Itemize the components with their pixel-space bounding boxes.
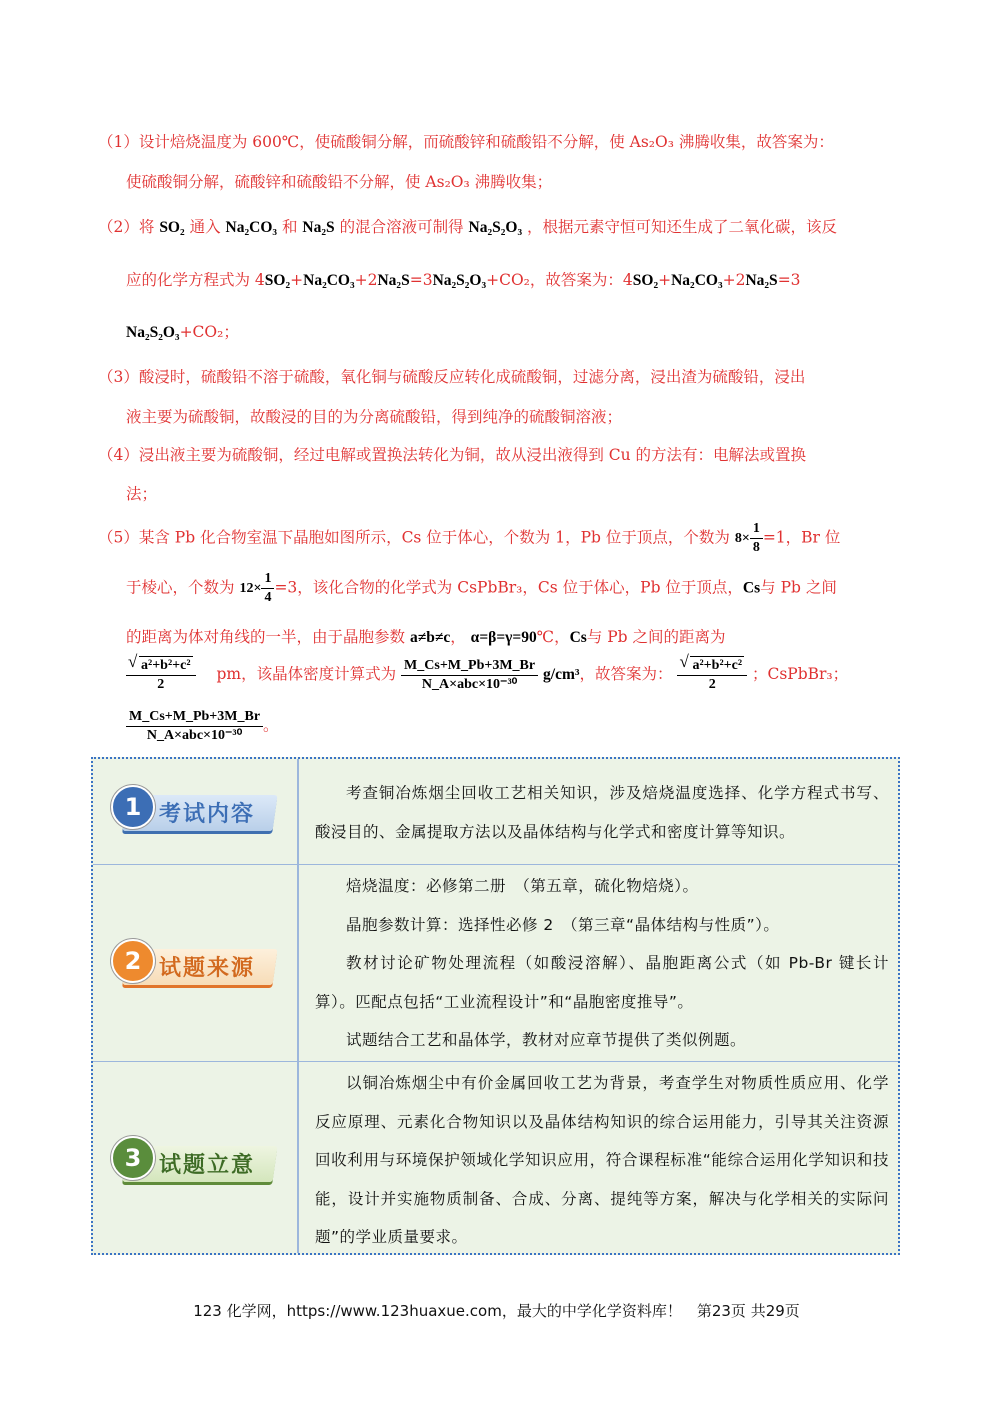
text: 的距离为体对角线的一半，由于晶胞参数	[126, 628, 406, 646]
text: =3，该化合物的化学式为 CsPbBr₃，Cs 位于体心，Pb 位于顶点，	[274, 578, 743, 597]
analysis-table	[91, 757, 900, 1255]
row-text	[315, 774, 889, 851]
formula-angles: α=β=γ=90	[470, 629, 537, 646]
badge-label: 考试内容	[159, 802, 256, 827]
frac-num: 1	[261, 570, 274, 589]
answer-2-line-1	[98, 215, 837, 237]
text: 的混合溶液可制得	[339, 218, 464, 236]
badge-label: 试题立意	[159, 1153, 256, 1178]
badge-number: 1	[111, 785, 155, 829]
formula-cs: Cs	[569, 629, 587, 646]
eq-plus: +	[290, 271, 304, 289]
pb-count-formula	[735, 520, 763, 557]
density-num: M_Cs+M_Pb+3M_Br	[126, 708, 263, 727]
eq-na2s: Na₂S	[377, 272, 410, 289]
eq-na2co3: Na₂CO₃	[303, 272, 355, 289]
pb-count-prefix: 8×	[734, 530, 750, 546]
eq-na2s2o3: Na₂S₂O₃	[432, 272, 487, 289]
text: ；CsPbBr₃；	[751, 665, 849, 683]
answer-2-line-2	[126, 268, 801, 290]
formula-na2co3: Na₂CO₃	[225, 219, 278, 236]
badge-source	[111, 935, 281, 991]
answer-4-line-1: （4）浸出液主要为硫酸铜，经过电解或置换法转化为铜，故从浸出液得到 Cu 的方法有：电解法或置换	[98, 446, 807, 464]
ans-na2co3: Na₂CO₃	[671, 272, 723, 289]
row-text	[315, 1064, 889, 1257]
table-row-intent	[93, 1061, 898, 1254]
text: 。	[263, 716, 279, 735]
ans-plus2: +2	[722, 271, 746, 289]
text: ，根据元素守恒可知还生成了二氧化碳，该反	[527, 218, 838, 236]
frac-den: 8	[752, 540, 760, 555]
answer-3-line-1: （3）酸浸时，硫酸铅不溶于硫酸，氧化铜与硫酸反应转化成硫酸铜，过滤分离，浸出渣为硫酸铅，浸出	[98, 368, 806, 386]
text: ，	[450, 628, 466, 646]
answer-1-line-1: （1）设计焙烧温度为 600℃，使硫酸铜分解，而硫酸锌和硫酸铅不分解，使 As₂O₃ 沸腾收集，故答案为：	[98, 133, 834, 151]
text: 和	[281, 218, 298, 236]
formula-na2s: Na₂S	[302, 219, 335, 236]
eq-co2: +CO₂	[486, 271, 530, 289]
answer-2-line-3	[126, 320, 239, 342]
text: 与 Pb 之间的距离为	[586, 628, 726, 646]
ans-co2: +CO₂；	[179, 323, 239, 341]
badge-label: 试题来源	[159, 956, 256, 981]
ans-na2s: Na₂S	[745, 272, 778, 289]
br-count-prefix: 12×	[239, 580, 262, 596]
badge-intent	[111, 1132, 281, 1188]
text: 于棱心，个数为	[126, 578, 235, 597]
paragraph: 焙烧温度：必修第二册 （第五章，硫化物焙烧）。	[346, 877, 699, 895]
sqrt-expr: √ a²+b²+c²	[139, 656, 193, 675]
text: ℃，	[536, 628, 570, 646]
frac-num: 1	[750, 520, 763, 539]
formula-na2s2o3: Na₂S₂O₃	[468, 219, 523, 236]
distance-den: 2	[708, 677, 716, 692]
answer-5-line-5	[126, 708, 279, 745]
text: （2）将	[98, 218, 155, 236]
eq-eq3: =3	[409, 271, 433, 289]
formula-so2: SO₂	[159, 219, 185, 236]
eq-so2: SO₂	[264, 272, 291, 289]
badge-exam-content	[111, 781, 281, 837]
frac-1-8	[750, 520, 763, 557]
ans-na2s2o3: Na₂S₂O₃	[126, 324, 180, 341]
badge-number: 3	[111, 1136, 155, 1180]
text: 通入	[189, 218, 221, 236]
row-text	[315, 867, 889, 1060]
density-num: M_Cs+M_Pb+3M_Br	[401, 657, 538, 676]
sqrt-expr: √ a²+b²+c²	[690, 656, 744, 675]
ans-so2: SO₂	[632, 272, 659, 289]
answer-5-line-3	[126, 625, 726, 647]
distance-formula	[126, 656, 196, 694]
formula-cs: Cs	[742, 579, 761, 597]
paragraph: 试题结合工艺和晶体学，教材对应章节提供了类似例题。	[346, 1031, 747, 1049]
table-row-exam-content	[93, 759, 898, 864]
answer-5-line-4	[126, 656, 848, 694]
distance-formula-answer	[677, 656, 747, 694]
paragraph: 考查铜冶炼烟尘回收工艺相关知识，涉及焙烧温度选择、化学方程式书写、酸浸目的、金属提取方法以及晶体结构与化学式和密度计算等知识。	[315, 784, 889, 841]
density-formula	[401, 657, 538, 694]
answer-4-line-2: 法；	[126, 485, 158, 503]
page-footer: 123 化学网，https://www.123huaxue.com，最大的中学化学资料库！ 第23页 共29页	[193, 1302, 800, 1320]
density-unit: g/cm³	[543, 666, 580, 683]
answer-1-line-2: 使硫酸铜分解，硫酸锌和硫酸铅不分解，使 As₂O₃ 沸腾收集；	[126, 173, 553, 191]
paragraph: 教材讨论矿物处理流程（如酸浸溶解）、晶胞距离公式（如 Pb-Br 键长计算）。匹配点包括“工业流程设计”和“晶胞密度推导”。	[315, 954, 889, 1011]
text: 应的化学方程式为 4	[126, 271, 265, 289]
text: 与 Pb 之间	[760, 578, 837, 597]
paragraph: 晶胞参数计算：选择性必修 2 （第三章“晶体结构与性质”）。	[346, 915, 780, 934]
text: ，故答案为：	[579, 665, 673, 683]
density-den: N_A×abc×10⁻³⁰	[421, 676, 518, 692]
text: ，故答案为：4	[529, 271, 633, 289]
answer-3-line-2: 液主要为硫酸铜，故酸浸的目的为分离硫酸铅，得到纯净的硫酸铜溶液；	[126, 408, 623, 426]
answer-5-line-1	[98, 520, 840, 557]
density-formula-answer	[126, 708, 263, 745]
density-den: N_A×abc×10⁻³⁰	[146, 728, 243, 743]
frac-den: 4	[264, 590, 272, 605]
br-count-formula	[239, 570, 274, 607]
text: =1，Br 位	[762, 528, 841, 547]
frac-1-4	[261, 570, 274, 607]
ans-eq3: =3	[777, 271, 801, 289]
badge-number: 2	[111, 939, 155, 983]
distance-den: 2	[157, 677, 165, 692]
paragraph: 以铜冶炼烟尘中有价金属回收工艺为背景，考查学生对物质性质应用、化学反应原理、元素化合物知识以及晶体结构知识的综合运用能力，引导其关注资源回收利用与环境保护领域化学知识应用，符合课程标准“能综合运用化学知识和技能，设计并实施物质制备、合成、分离、提纯等方案，解决与化学相关的实际问题”的学业质量要求。	[315, 1074, 889, 1246]
answer-5-line-2	[126, 570, 837, 607]
text: （5）某含 Pb 化合物室温下晶胞如图所示，Cs 位于体心，个数为 1，Pb 位于顶点，个数为	[98, 528, 730, 547]
text: pm，该晶体密度计算式为	[216, 665, 397, 683]
formula-param: a≠b≠c	[409, 629, 451, 646]
table-row-source	[93, 864, 898, 1062]
ans-plus: +	[658, 271, 672, 289]
eq-plus2: +2	[354, 271, 378, 289]
